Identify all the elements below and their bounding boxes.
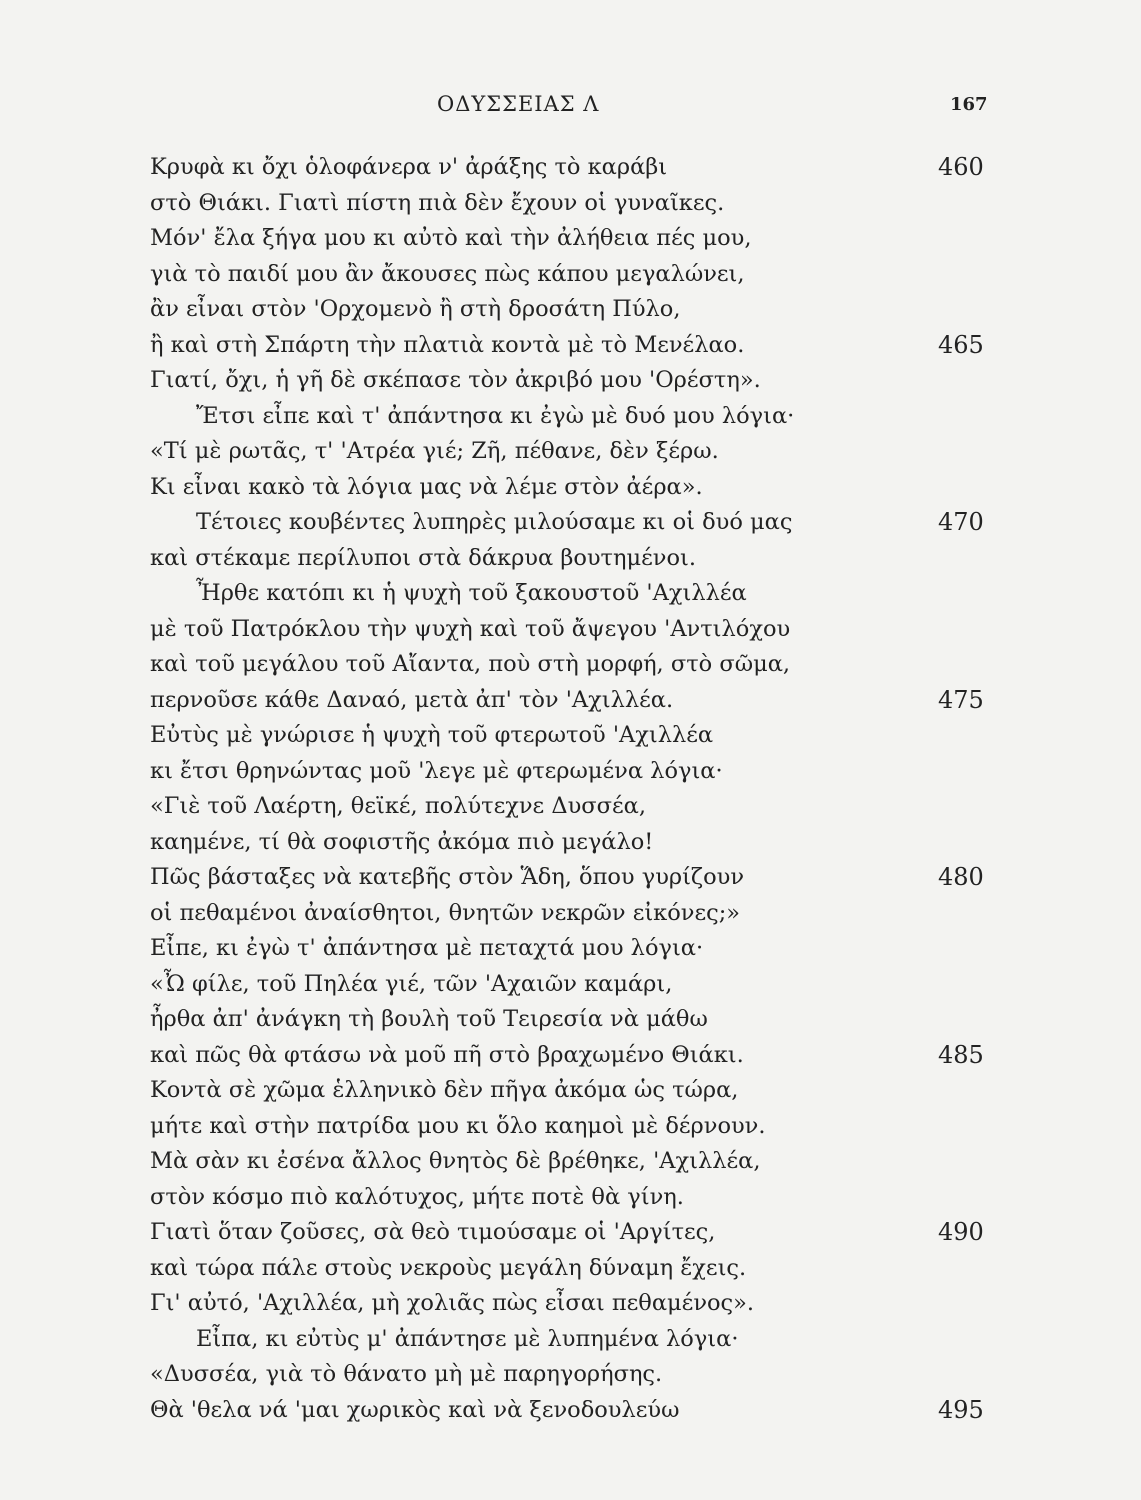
line-number: 460	[938, 153, 984, 181]
verse-text: Κι εἶναι κακὸ τὰ λόγια μας νὰ λέμε στὸν ἀέρα».	[150, 473, 703, 500]
verse-line	[0, 1144, 1141, 1180]
verse-text: καὶ τοῦ μεγάλου τοῦ Αἴαντα, ποὺ στὴ μορφή, στὸ σῶμα,	[150, 651, 791, 677]
verse-text: Γι' αὐτό, 'Αχιλλέα, μὴ χολιᾶς πὼς εἶσαι πεθαμένος».	[150, 1290, 755, 1316]
verse-line	[0, 718, 1141, 754]
verse-text: καὶ τώρα πάλε στοὺς νεκροὺς μεγάλη δύναμη ἔχεις.	[150, 1254, 747, 1281]
verse-text: Εἶπε, κι ἐγὼ τ' ἀπάντησα μὲ πεταχτά μου λόγια·	[150, 935, 704, 961]
verse-line	[0, 1215, 1141, 1251]
verse-line	[0, 1393, 1141, 1429]
line-number: 490	[938, 1218, 984, 1246]
verse-text: Τέτοιες κουβέντες λυπηρὲς μιλούσαμε κι οἱ δυό μας	[196, 509, 793, 535]
verse-text: Μόν' ἔλα ξήγα μου κι αὐτὸ καὶ τὴν ἀλήθεια πές μου,	[150, 225, 752, 251]
line-number: 465	[938, 330, 984, 359]
verse-text: στὸν κόσμο πιὸ καλότυχος, μήτε ποτὲ θὰ γίνη.	[150, 1183, 684, 1210]
verse-line	[0, 647, 1141, 683]
page-number: 167	[950, 94, 988, 115]
line-number: 470	[938, 508, 984, 536]
verse-line	[0, 860, 1141, 896]
verse-text: Ἦρθε κατόπι κι ἡ ψυχὴ τοῦ ξακουστοῦ 'Αχιλλέα	[196, 580, 747, 606]
verse-text: «Γιὲ τοῦ Λαέρτη, θεϊκέ, πολύτεχνε Δυσσέα,	[150, 793, 646, 819]
verse-text: ἂν εἶναι στὸν 'Ορχομενὸ ἢ στὴ δροσάτη Πύλο,	[150, 296, 681, 322]
verse-line	[0, 825, 1141, 861]
line-number: 480	[938, 863, 984, 891]
verse-line	[0, 328, 1141, 364]
verse-line	[0, 470, 1141, 506]
running-header-title: ΟΔΥΣΣΕΙΑΣ Λ	[437, 92, 600, 116]
verse-text: Πῶς βάσταξες νὰ κατεβῆς στὸν Ἅδη, ὅπου γυρίζουν	[150, 864, 745, 890]
verse-line	[0, 541, 1141, 577]
line-number: 475	[938, 685, 984, 714]
verse-line	[0, 363, 1141, 399]
verse-text: στὸ Θιάκι. Γιατὶ πίστη πιὰ δὲν ἔχουν οἱ γυναῖκες.	[150, 189, 725, 216]
verse-line	[0, 1251, 1141, 1287]
verse-line	[0, 292, 1141, 328]
verse-line	[0, 683, 1141, 719]
verse-text: καὶ στέκαμε περίλυποι στὰ δάκρυα βουτημένοι.	[150, 544, 696, 571]
verse-text: «Δυσσέα, γιὰ τὸ θάνατο μὴ μὲ παρηγορήσης.	[150, 1361, 663, 1387]
line-number: 495	[938, 1395, 984, 1424]
verse-text: ἦρθα ἀπ' ἀνάγκη τὴ βουλὴ τοῦ Τειρεσία νὰ μάθω	[150, 1006, 708, 1032]
line-number: 485	[938, 1040, 984, 1069]
verse-line	[0, 612, 1141, 648]
verse-line	[0, 1109, 1141, 1145]
verse-line	[0, 1073, 1141, 1109]
verse-text: «Τί μὲ ρωτᾶς, τ' 'Ατρέα γιέ; Ζῆ, πέθανε, δὲν ξέρω.	[150, 438, 719, 464]
verse-line	[0, 931, 1141, 967]
verse-line	[0, 1038, 1141, 1074]
verse-text: Μὰ σὰν κι ἐσένα ἄλλος θνητὸς δὲ βρέθηκε, 'Αχιλλέα,	[150, 1148, 761, 1174]
verse-line	[0, 754, 1141, 790]
verse-text: Κοντὰ σὲ χῶμα ἑλληνικὸ δὲν πῆγα ἀκόμα ὡς τώρα,	[150, 1077, 739, 1103]
verse-text: περνοῦσε κάθε Δαναό, μετὰ ἀπ' τὸν 'Αχιλλέα.	[150, 686, 674, 713]
verse-line	[0, 150, 1141, 186]
verse-text: Εἶπα, κι εὐτὺς μ' ἀπάντησε μὲ λυπημένα λόγια·	[196, 1325, 739, 1352]
verse-text: γιὰ τὸ παιδί μου ἂν ἄκουσες πὼς κάπου μεγαλώνει,	[150, 260, 745, 287]
verse-line	[0, 1180, 1141, 1216]
verse-line	[0, 186, 1141, 222]
verse-text: Κρυφὰ κι ὄχι ὁλοφάνερα ν' ἀράξης τὸ καράβι	[150, 154, 668, 180]
verse-text: Θὰ 'θελα νά 'μαι χωρικὸς καὶ νὰ ξενοδουλεύω	[150, 1396, 680, 1423]
verse-line	[0, 399, 1141, 435]
verse-text: μὲ τοῦ Πατρόκλου τὴν ψυχὴ καὶ τοῦ ἄψεγου 'Αντιλόχου	[150, 615, 791, 642]
verse-line	[0, 505, 1141, 541]
verse-line	[0, 1286, 1141, 1322]
verse-line	[0, 1002, 1141, 1038]
verse-line	[0, 1357, 1141, 1393]
verse-line	[0, 896, 1141, 932]
verse-text: μήτε καὶ στὴν πατρίδα μου κι ὅλο καημοὶ μὲ δέρνουν.	[150, 1112, 766, 1139]
verse-text: «Ὦ φίλε, τοῦ Πηλέα γιέ, τῶν 'Αχαιῶν καμάρι,	[150, 970, 673, 997]
verse-text: οἱ πεθαμένοι ἀναίσθητοι, θνητῶν νεκρῶν εἰκόνες;»	[150, 899, 741, 926]
verse-text: καὶ πῶς θὰ φτάσω νὰ μοῦ πῆ στὸ βραχωμένο Θιάκι.	[150, 1041, 744, 1068]
verse-line	[0, 967, 1141, 1003]
verse-text: Γιατί, ὄχι, ἡ γῆ δὲ σκέπασε τὸν ἀκριβό μου 'Ορέστη».	[150, 367, 761, 393]
verse-text: Εὐτὺς μὲ γνώρισε ἡ ψυχὴ τοῦ φτερωτοῦ 'Αχιλλέα	[150, 722, 714, 748]
verse-line	[0, 576, 1141, 612]
verse-line	[0, 1322, 1141, 1358]
verse-block	[0, 150, 1141, 1428]
verse-text: καημένε, τί θὰ σοφιστῆς ἀκόμα πιὸ μεγάλο!	[150, 828, 654, 855]
verse-text: Γιατὶ ὅταν ζοῦσες, σὰ θεὸ τιμούσαμε οἱ 'Αργίτες,	[150, 1219, 716, 1245]
verse-line	[0, 434, 1141, 470]
verse-text: κι ἔτσι θρηνώντας μοῦ 'λεγε μὲ φτερωμένα λόγια·	[150, 757, 723, 784]
verse-line	[0, 257, 1141, 293]
verse-text: Ἔτσι εἶπε καὶ τ' ἀπάντησα κι ἐγὼ μὲ δυό μου λόγια·	[196, 402, 795, 429]
verse-text: ἢ καὶ στὴ Σπάρτη τὴν πλατιὰ κοντὰ μὲ τὸ Μενέλαο.	[150, 331, 745, 358]
verse-line	[0, 789, 1141, 825]
verse-line	[0, 221, 1141, 257]
